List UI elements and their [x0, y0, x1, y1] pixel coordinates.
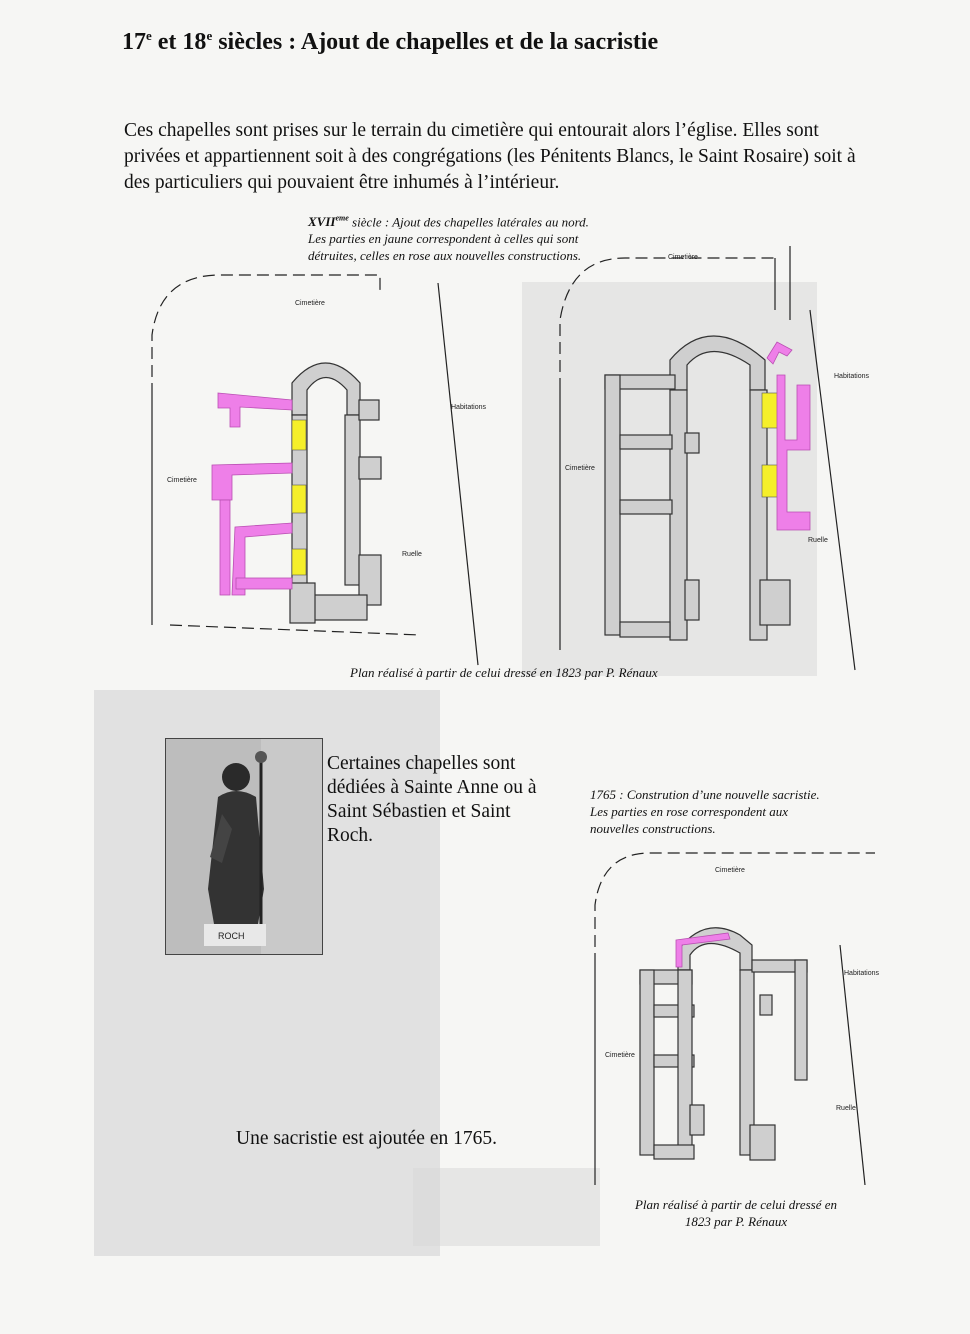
- plan-bottom-caption: 1765 : Constrution d’une nouvelle sacristie. Les parties en rose correspondent aux nouvelles constructions.: [590, 787, 820, 836]
- label-cimetiere-top: Cimetière: [295, 300, 325, 307]
- label-cimetiere-top: Cimetière: [668, 254, 698, 261]
- label-habitations: Habitations: [834, 373, 870, 380]
- plan-top-right: [565, 250, 870, 670]
- label-habitations: Habitations: [844, 970, 880, 977]
- plan-bottom: [590, 845, 890, 1185]
- statue-photo: [165, 738, 323, 955]
- plan-bottom-credit: Plan réalisé à partir de celui dressé en 1823 par P. Rénaux: [634, 1197, 838, 1229]
- plan-top-credit: Plan réalisé à partir de celui dressé en 1823 par P. Rénaux: [350, 665, 658, 680]
- chapels-dedication-text: Certaines chapelles sont dédiées à Sainte Anne ou à Saint Sébastien et Saint Roch.: [327, 753, 537, 846]
- label-cimetiere-top: Cimetière: [715, 867, 745, 874]
- label-habitations: Habitations: [451, 404, 487, 411]
- label-ruelle: Ruelle: [402, 551, 422, 558]
- plan-top-caption: XVIIeme siècle : Ajout des chapelles latérales au nord. Les parties en jaune correspondent à celles qui sont détruites, celles en rose aux nouvelles constructions.: [308, 214, 589, 264]
- plan-top-left: [140, 265, 500, 665]
- label-cimetiere-left: Cimetière: [167, 477, 197, 484]
- intro-paragraph: Ces chapelles sont prises sur le terrain du cimetière qui entourait alors l’église. Elles sont privées et appartiennent soit à des congrégations (les Pénitents Blancs, le Saint Rosaire) soit à des particuliers qui pouvaient être inhumés à l’intérieur.: [124, 120, 856, 193]
- page-title: 17e et 18e siècles : Ajout de chapelles et de la sacristie: [122, 28, 659, 55]
- label-ruelle: Ruelle: [808, 537, 828, 544]
- label-ruelle: Ruelle: [836, 1105, 856, 1112]
- background-gray-panel-small: [413, 1168, 600, 1246]
- sacristie-text: Une sacristie est ajoutée en 1765.: [236, 1128, 497, 1149]
- label-cimetiere-left: Cimetière: [605, 1052, 635, 1059]
- statue-plaque: ROCH: [218, 931, 245, 941]
- label-cimetiere-left: Cimetière: [565, 465, 595, 472]
- statue-illustration: [166, 739, 322, 954]
